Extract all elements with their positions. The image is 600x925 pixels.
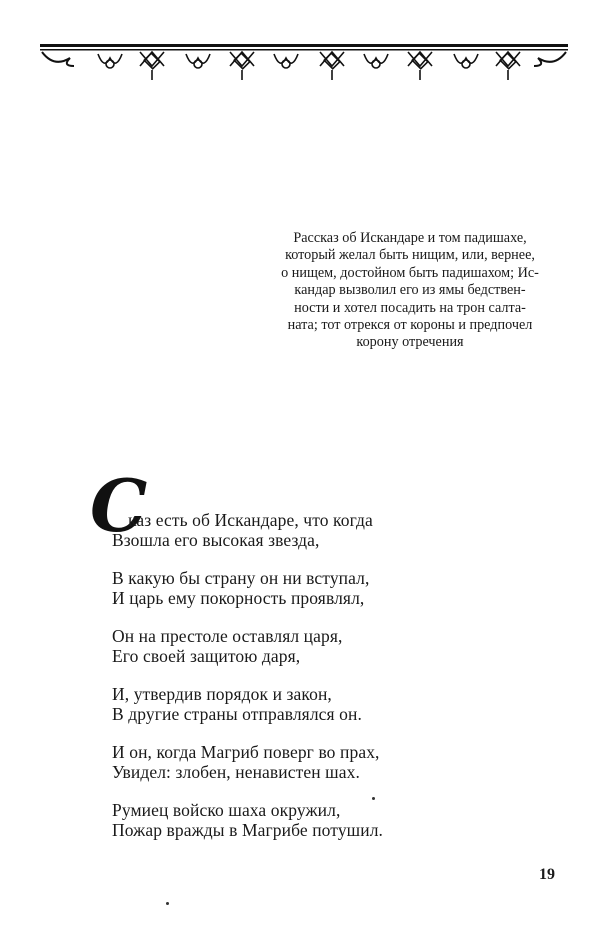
epigraph-line: который желал быть нищим, или, вернее, [285, 247, 535, 264]
poem-line: И царь ему покорность проявлял, [112, 588, 365, 608]
epigraph-line: Рассказ об Искандаре и том падишахе, [293, 230, 527, 246]
print-speck [166, 902, 169, 905]
poem-line: В какую бы страну он ни вступал, [112, 568, 370, 588]
epigraph-line: о нищем, достойном быть падишахом; Ис- [281, 264, 539, 281]
poem-line: И, утвердив порядок и закон, [112, 684, 332, 704]
epigraph-line: корону отречения [356, 334, 464, 351]
poem-line: Румиец войско шаха окружил, [112, 800, 341, 820]
epigraph-line: кандар вызволил его из ямы бедствен- [294, 282, 526, 299]
poem-line: Его своей защитою даря, [112, 646, 301, 666]
print-speck [372, 797, 375, 800]
drop-cap: С [90, 463, 148, 548]
poem-line: Взошла его высокая звезда, [112, 530, 320, 550]
poem-line: И он, когда Магриб поверг во прах, [112, 742, 380, 762]
page-number: 19 [539, 866, 555, 883]
poem-line: В другие страны отправлялся он. [112, 704, 362, 724]
poem-line: Увидел: злобен, ненавистен шах. [112, 762, 360, 782]
poem-line: Пожар вражды в Магрибе потушил. [112, 820, 384, 840]
poem-line: Он на престоле оставлял царя, [112, 626, 343, 646]
epigraph-line: ности и хотел посадить на трон салта- [294, 299, 526, 316]
poem-line: каз есть об Искандаре, что когда [128, 510, 373, 530]
epigraph-line: ната; тот отрекся от короны и предпочел [287, 317, 533, 334]
